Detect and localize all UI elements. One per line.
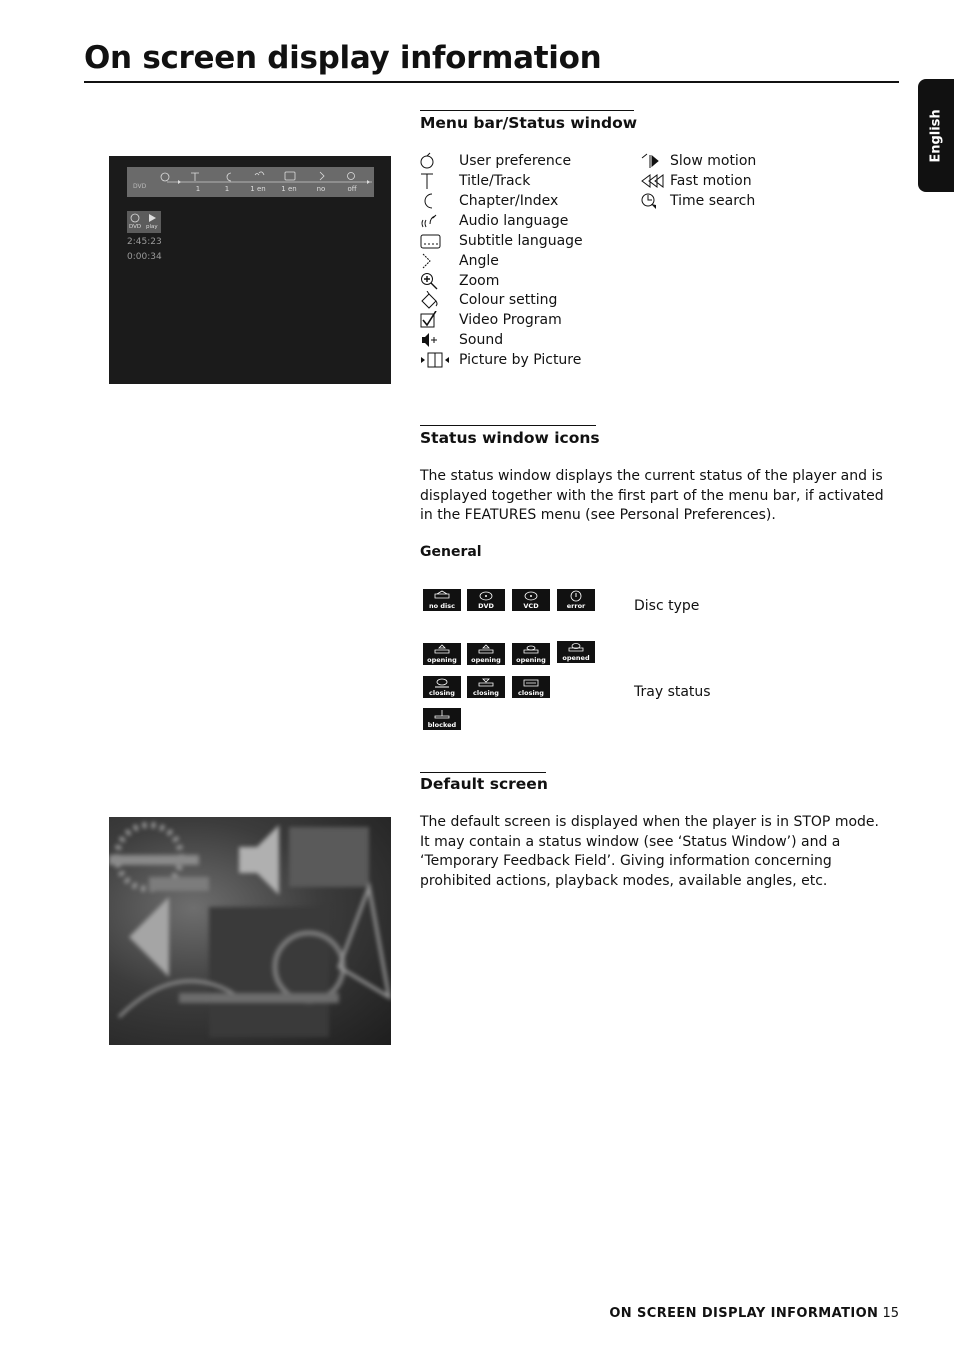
general-subheading: General — [420, 544, 482, 560]
status-icons-description: The status window displays the current status of the player and is displayed together with the first part of the menu bar, if activated in the FEATURES menu (see Personal Preferences). — [420, 468, 884, 523]
legend-item-colour-setting: Colour setting — [420, 290, 442, 310]
status-icon-opening: opening — [467, 643, 505, 665]
status-icons-section-heading: Status window icons — [420, 429, 600, 447]
legend-item-picture-by-picture: Picture by Picture — [420, 350, 442, 370]
page-title: On screen display information — [84, 40, 602, 76]
osd-time-total: 2:45:23 — [127, 237, 162, 247]
menu-bar-section-rule — [420, 110, 634, 111]
status-icon-closing: closing — [423, 676, 461, 698]
legend-item-subtitle-language: Subtitle language — [420, 231, 442, 251]
status-icons-section-rule — [420, 425, 596, 426]
audio-language-icon — [420, 212, 442, 230]
disc-type-caption: Disc type — [634, 598, 700, 614]
legend-item-video-program: Video Program — [420, 310, 442, 330]
status-icon-opened: opened — [557, 641, 595, 663]
legend-item-title-track: Title/Track — [420, 171, 442, 191]
fast-motion-icon — [641, 172, 663, 190]
time-search-icon — [641, 192, 663, 210]
video-program-icon — [420, 311, 442, 329]
status-icon-closing: closing — [512, 676, 550, 698]
default-screen-section-heading: Default screen — [420, 775, 548, 793]
legend-item-fast-motion: Fast motion — [641, 171, 663, 191]
tray-status-caption: Tray status — [634, 684, 711, 700]
language-tab — [918, 79, 954, 192]
legend-item-slow-motion: Slow motion — [641, 151, 663, 171]
default-screen-image — [109, 817, 391, 1045]
user-preference-icon — [420, 152, 442, 170]
legend-item-chapter-index: Chapter/Index — [420, 191, 442, 211]
legend-item-angle: Angle — [420, 251, 442, 271]
footer-section-name: ON SCREEN DISPLAY INFORMATION — [609, 1306, 879, 1321]
menu-bar-section-heading: Menu bar/Status window — [420, 114, 638, 132]
zoom-icon — [420, 272, 442, 290]
status-icon-opening: opening — [512, 643, 550, 665]
osd-menu-bar: DVD 1 1 1 en 1 en no off — [127, 167, 374, 197]
chapter-index-icon — [420, 192, 442, 210]
default-screen-text-line2: It may contain a status window (see ‘Status Window’) and a ‘Temporary Feedback Field’. Giving information concerning prohibited actions, playback modes, available angles, etc. — [420, 833, 841, 889]
legend-item-time-search: Time search — [641, 191, 663, 211]
language-tab-label: English — [928, 108, 944, 163]
legend-item-user-preference: User preference — [420, 151, 442, 171]
osd-time-elapsed: 0:00:34 — [127, 252, 162, 262]
status-icon-closing: closing — [467, 676, 505, 698]
colour-setting-icon — [420, 291, 442, 309]
title-divider — [84, 81, 899, 83]
angle-icon — [420, 252, 442, 270]
default-screen-description — [420, 813, 900, 891]
status-icon-opening: opening — [423, 643, 461, 665]
default-screen-graphics — [109, 817, 391, 1045]
status-icon-error: error — [557, 589, 595, 611]
page-footer — [609, 1306, 899, 1321]
legend-item-zoom: Zoom — [420, 271, 442, 291]
legend-item-sound: Sound — [420, 330, 442, 350]
page-number: 15 — [882, 1306, 899, 1321]
slow-motion-icon — [641, 152, 663, 170]
status-icon-no-disc: no disc — [423, 589, 461, 611]
title-track-icon — [420, 172, 442, 190]
default-screen-text-line1: The default screen is displayed when the player is in STOP mode. — [420, 814, 879, 830]
default-screen-section-rule — [420, 772, 546, 773]
legend-item-audio-language: Audio language — [420, 211, 442, 231]
osd-menu-bar-screenshot — [109, 156, 391, 384]
status-icon-vcd: VCD — [512, 589, 550, 611]
sound-icon — [420, 331, 442, 349]
subtitle-language-icon — [420, 232, 442, 250]
status-icon-blocked: blocked — [423, 708, 461, 730]
osd-status-window: DVD play 2:45:23 0:00:34 — [127, 211, 161, 263]
picture-by-picture-icon — [420, 351, 442, 369]
status-icon-dvd: DVD — [467, 589, 505, 611]
